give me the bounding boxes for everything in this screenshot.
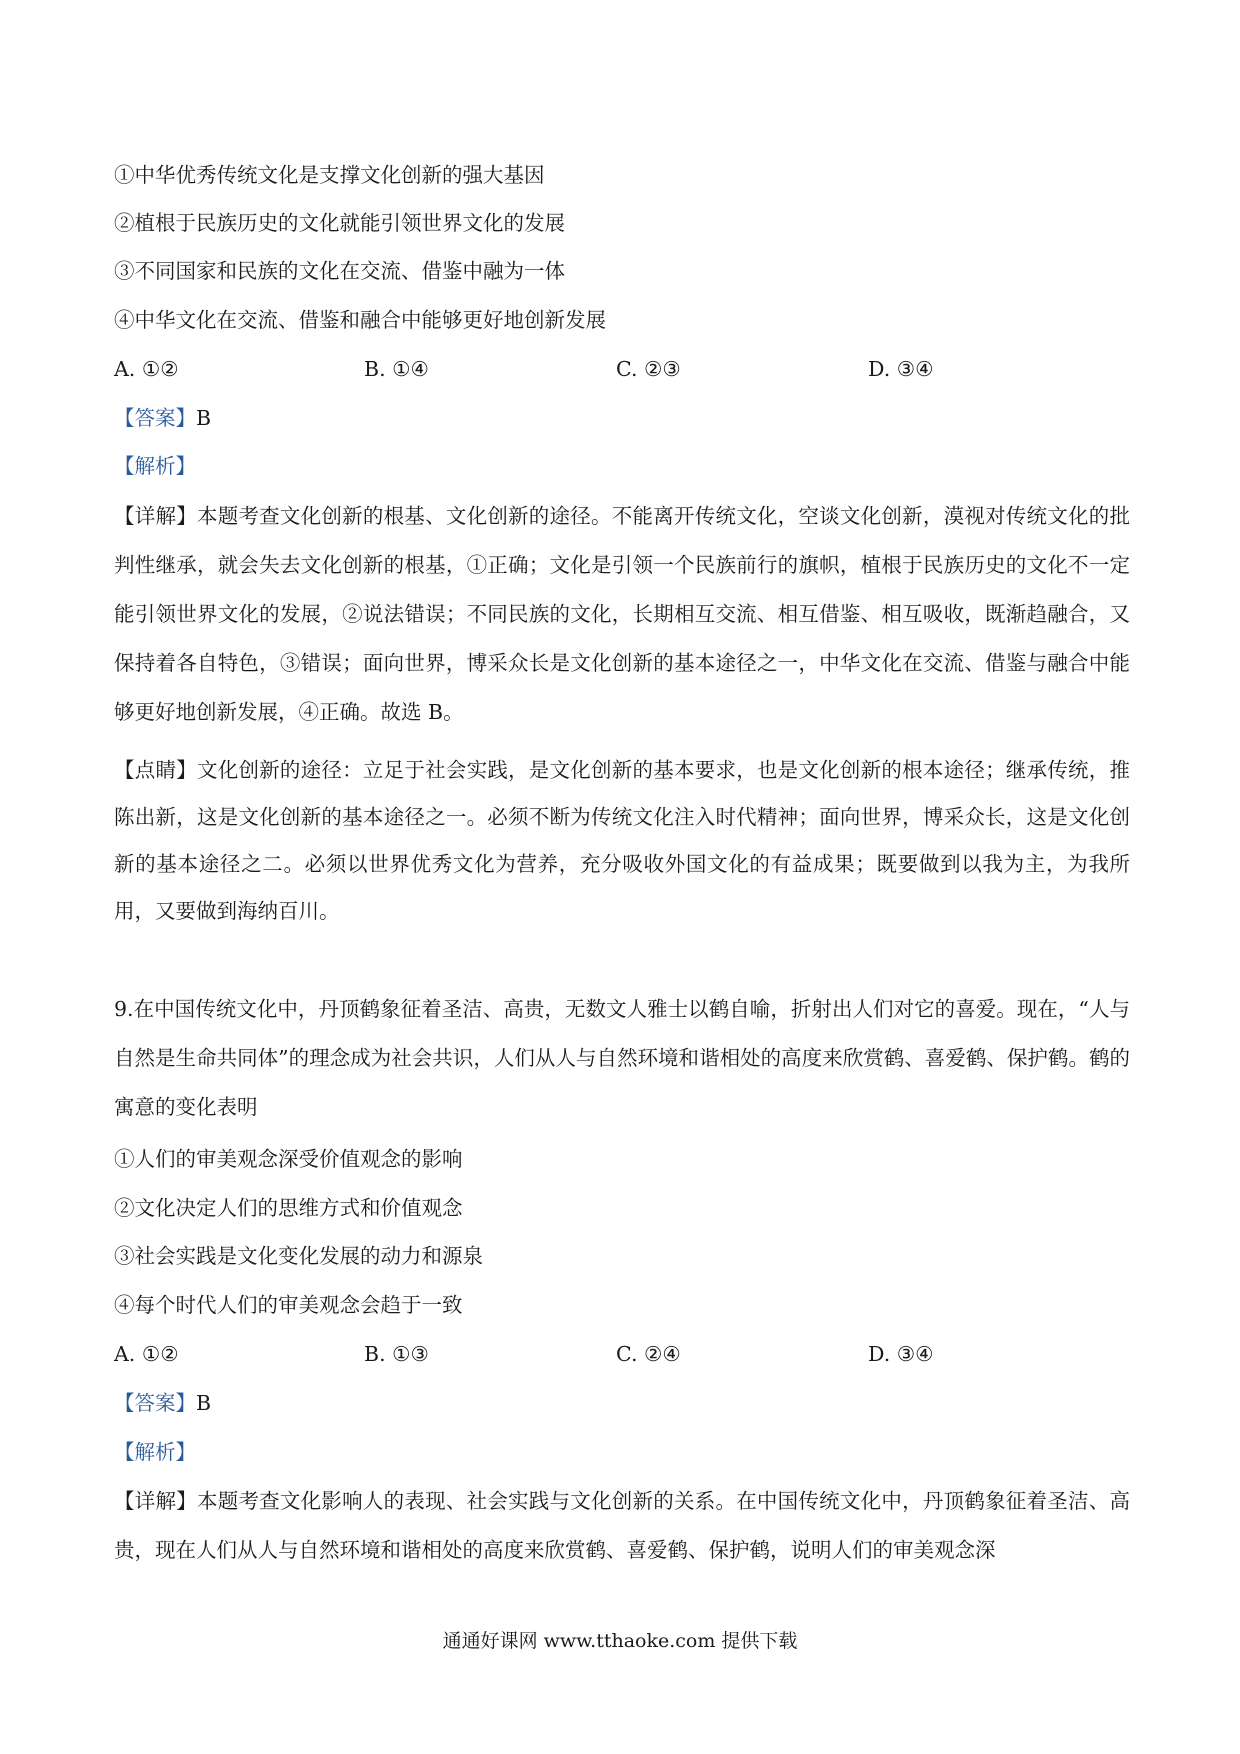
page-footer: 通通好课网 www.tthaoke.com 提供下载 (442, 1630, 798, 1652)
q8-statement-2: ②植根于民族历史的文化就能引领世界文化的发展 (114, 211, 565, 235)
q8-option-d: D. ③④ (868, 357, 934, 381)
q8-tip (114, 747, 1130, 935)
q9-stem: 9.在中国传统文化中，丹顶鹤象征着圣洁、高贵，无数文人雅士以鹤自喻，折射出人们对它的喜爱。现在，“人与自然是生命共同体”的理念成为社会共识，人们从人与自然环境和谐相处的高度来欣赏鹤、喜爱鹤、保护鹤。鹤的寓意的变化表明 (114, 997, 1130, 1119)
q8-option-b: B. ①④ (364, 357, 429, 381)
q8-detail-label: 【详解】 (114, 504, 197, 528)
q9-option-d: D. ③④ (868, 1342, 934, 1366)
q9-statement-2: ②文化决定人们的思维方式和价值观念 (114, 1196, 463, 1220)
q9-option-c: C. ②④ (616, 1342, 681, 1366)
q8-analysis-label: 【解析】 (114, 454, 196, 478)
q8-statement-1: ①中华优秀传统文化是支撑文化创新的强大基因 (114, 163, 545, 187)
q8-options (114, 354, 1114, 384)
q8-answer-label: 【答案】 (114, 406, 196, 430)
q8-detail (114, 492, 1130, 737)
q9-statement-3: ③社会实践是文化变化发展的动力和源泉 (114, 1244, 483, 1268)
q8-detail-text: 本题考查文化创新的根基、文化创新的途径。不能离开传统文化，空谈文化创新，漠视对传统文化的批判性继承，就会失去文化创新的根基，①正确；文化是引领一个民族前行的旗帜，植根于民族历史的文化不一定能引领世界文化的发展，②说法错误；不同民族的文化，长期相互交流、相互借鉴、相互吸收，既渐趋融合，又保持着各自特色，③错误；面向世界，博采众长是文化创新的基本途径之一，中华文化在交流、借鉴与融合中能够更好地创新发展，④正确。故选 B。 (114, 504, 1131, 724)
q8-tip-text: 文化创新的途径：立足于社会实践，是文化创新的基本要求，也是文化创新的根本途径；继承传统，推陈出新，这是文化创新的基本途径之一。必须不断为传统文化注入时代精神；面向世界，博采众长，这是文化创新的基本途径之二。必须以世界优秀文化为营养，充分吸收外国文化的有益成果；既要做到以我为主，为我所用，又要做到海纳百川。 (114, 758, 1131, 923)
q9-options (114, 1339, 1114, 1369)
q8-answer-value: B (196, 406, 212, 430)
q8-tip-label: 【点睛】 (114, 758, 197, 782)
q9-statement-4: ④每个时代人们的审美观念会趋于一致 (114, 1293, 463, 1317)
q9-detail (114, 1477, 1130, 1575)
q9-analysis-label: 【解析】 (114, 1440, 196, 1464)
q9-statement-1: ①人们的审美观念深受价值观念的影响 (114, 1147, 463, 1171)
q8-option-a: A. ①② (114, 357, 179, 381)
q9-answer-label: 【答案】 (114, 1391, 196, 1415)
q9-option-a: A. ①② (114, 1342, 179, 1366)
q8-option-c: C. ②③ (616, 357, 681, 381)
q9-detail-text: 本题考查文化影响人的表现、社会实践与文化创新的关系。在中国传统文化中，丹顶鹤象征着圣洁、高贵，现在人们从人与自然环境和谐相处的高度来欣赏鹤、喜爱鹤、保护鹤，说明人们的审美观念深 (114, 1489, 1131, 1562)
q8-statement-4: ④中华文化在交流、借鉴和融合中能够更好地创新发展 (114, 308, 606, 332)
q8-statement-3: ③不同国家和民族的文化在交流、借鉴中融为一体 (114, 259, 565, 283)
q9-detail-label: 【详解】 (114, 1489, 197, 1513)
q9-answer (114, 1388, 211, 1418)
q8-answer (114, 403, 211, 433)
q9-answer-value: B (196, 1391, 212, 1415)
q9-option-b: B. ①③ (364, 1342, 429, 1366)
